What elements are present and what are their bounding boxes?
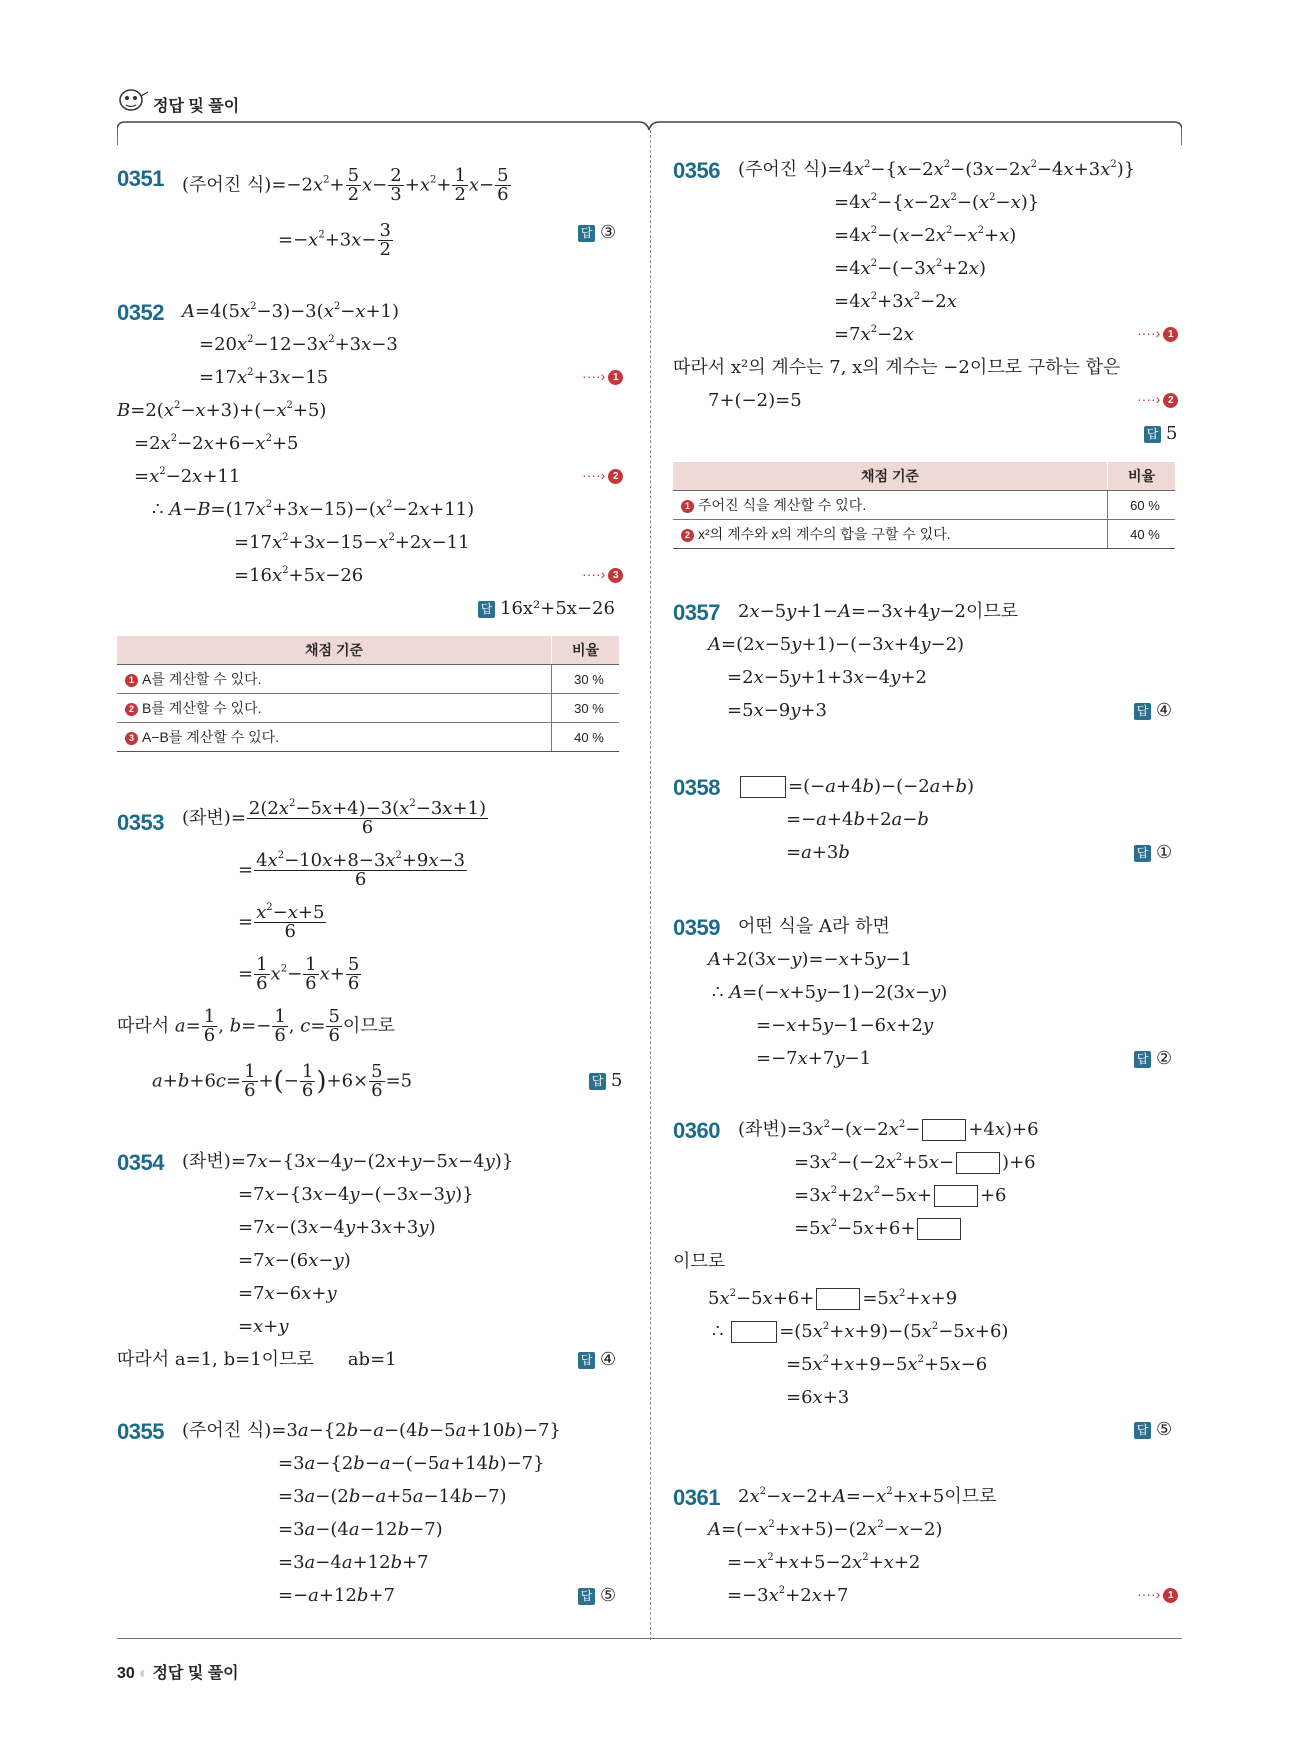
answer-mark-icon: 답	[1144, 426, 1161, 443]
solution-line: $=2x^2-2x+6-x^2+5$	[134, 433, 299, 454]
solution-line: =(−a+4b)−(−2a+b)	[738, 776, 974, 798]
solution-line: $=4x^2+3x^2-2x$	[834, 291, 957, 312]
answer-mark-icon: 답	[1134, 703, 1151, 720]
answer-line	[478, 598, 615, 620]
solution-line: $A=4(5x^2-3)-3(x^2-x+1)$	[182, 301, 400, 322]
problem-number: 0353	[117, 810, 164, 835]
solution-line: $=-x^2+3x-$ $\frac{3}{2}$	[278, 220, 391, 260]
solution-line: = $\frac{1}{6}$ $x^2-$ $\frac{1}{6}$ x+ $\frac{5}{6}$	[238, 954, 360, 994]
criteria-ratio: 30 %	[552, 665, 620, 694]
blank-box	[816, 1288, 860, 1310]
solution-line: =−a+4b+2a−b	[786, 809, 929, 830]
problem-number: 0357	[673, 600, 720, 625]
answer-value: 16x²+5x−26	[500, 598, 615, 619]
book-icon: ◐	[138, 1665, 149, 1682]
answer-mark-icon: 답	[1134, 1051, 1151, 1068]
solution-line: (좌변)= $\frac{2(2x^2-5x+4)-3(x^2-3x+1)}{6}$	[182, 798, 486, 838]
solution-line: (주어진 식)$=-2x^2+$ $\frac{5}{2}$ x− $\frac{2}{3}$ $+x^2+$ $\frac{1}{2}$ x− $\frac{5}{6}$	[182, 165, 509, 205]
problem-number: 0351	[117, 166, 164, 191]
answer-value: ①	[1156, 842, 1173, 863]
step-marker: ····› 1	[1137, 1586, 1178, 1603]
solution-line: $=3x^2-(-2x^2+5x- )+6$	[794, 1152, 1036, 1173]
solution-line: ∴ A=(−x+5y−1)−2(3x−y)	[712, 982, 948, 1003]
ratio-header: 비율	[1108, 462, 1176, 491]
grading-criteria-table	[117, 636, 619, 752]
solution-line: $=17x^2+3x-15-x^2+2x-11$	[234, 532, 470, 553]
solution-line: $=16x^2+5x-26$	[234, 565, 364, 586]
solution-line: $=3x^2+2x^2-5x+ +6$	[794, 1185, 1007, 1206]
solution-line: = $\frac{4x^2-10x+8-3x^2+9x-3}{6}$	[238, 850, 466, 890]
solution-line: (좌변)$=3x^2-(x-2x^2- +4x)+6$	[738, 1119, 1039, 1140]
solution-line: (좌변)=7x−{3x−4y−(2x+y−5x−4y)}	[182, 1151, 514, 1172]
answer-value: ③	[600, 222, 617, 243]
criteria-ratio: 30 %	[552, 694, 620, 723]
criteria-row: 1 A를 계산할 수 있다.	[117, 665, 552, 694]
answer-line	[1134, 842, 1172, 864]
solution-line: $A=(-x^2+x+5)-(2x^2-x-2)$	[708, 1519, 943, 1540]
solution-line: =6x+3	[786, 1387, 850, 1408]
answer-line	[578, 1585, 616, 1607]
solution-line: 이므로	[673, 1251, 726, 1272]
criteria-ratio: 60 %	[1108, 491, 1176, 520]
step-marker: ····› 1	[582, 368, 623, 385]
answer-line	[1134, 1048, 1172, 1070]
page-number: 30	[117, 1665, 135, 1682]
solution-line: = $\frac{x^2-x+5}{6}$	[238, 902, 325, 942]
solution-line: =a+3b	[786, 842, 850, 863]
mascot-icon	[117, 86, 149, 114]
solution-line: =3a−(2b−a+5a−14b−7)	[278, 1486, 507, 1507]
step-marker: ····› 2	[582, 467, 623, 484]
criteria-row: 3 A−B를 계산할 수 있다.	[117, 723, 552, 752]
answer-mark-icon: 답	[1134, 845, 1151, 862]
solution-line: $2x^2-x-2+A=-x^2+x+5$이므로	[738, 1486, 997, 1507]
problem-number: 0355	[117, 1419, 164, 1444]
criteria-ratio: 40 %	[1108, 520, 1176, 549]
solution-line: $5x^2-5x+6+ =5x^2+x+9$	[708, 1288, 958, 1309]
answer-line	[1134, 1419, 1172, 1441]
problem-number: 0361	[673, 1485, 720, 1510]
solution-line: =−7x+7y−1	[756, 1048, 872, 1069]
solution-line: =7x−(6x−y)	[238, 1250, 351, 1271]
answer-value: ⑤	[1156, 1419, 1173, 1440]
blank-box	[934, 1185, 978, 1207]
criteria-ratio: 40 %	[552, 723, 620, 752]
solution-line: 따라서 a=1, b=1이므로 ab=1	[117, 1349, 397, 1370]
blank-box	[922, 1119, 966, 1141]
solution-line: =2x−5y+1+3x−4y+2	[727, 667, 927, 688]
solution-line: $=20x^2-12-3x^2+3x-3$	[199, 334, 398, 355]
step-marker: ····› 2	[1137, 391, 1178, 408]
footer-title: 정답 및 풀이	[152, 1665, 239, 1682]
solution-line: $=5x^2+x+9-5x^2+5x-6$	[786, 1354, 988, 1375]
blank-box	[956, 1152, 1000, 1174]
ratio-header: 비율	[552, 636, 620, 665]
answer-mark-icon: 답	[1134, 1422, 1151, 1439]
answer-mark-icon: 답	[578, 1588, 595, 1605]
criteria-header: 채점 기준	[673, 462, 1108, 491]
solution-line: (주어진 식)$=4x^2-\{x-2x^2-(3x-2x^2-4x+3x^2)\}$	[738, 159, 1136, 180]
solution-line: $=5x^2-5x+6+$	[794, 1218, 963, 1240]
criteria-row: 1 주어진 식을 계산할 수 있다.	[673, 491, 1108, 520]
solution-line: 따라서 a= $\frac{1}{6}$ , b=− $\frac{1}{6}$ , c= $\frac{5}{6}$ 이므로	[117, 1006, 396, 1046]
step-marker: ····› 1	[1137, 325, 1178, 342]
criteria-row: 2 B를 계산할 수 있다.	[117, 694, 552, 723]
answer-line	[1134, 700, 1172, 722]
problem-number: 0352	[117, 300, 164, 325]
blank-box	[731, 1321, 777, 1343]
blank-box	[740, 776, 786, 798]
problem-number: 0356	[673, 158, 720, 183]
solution-line: =3a−{2b−a−(−5a+14b)−7}	[278, 1453, 545, 1474]
solution-line: 2x−5y+1−A=−3x+4y−2이므로	[738, 601, 1019, 622]
solution-line: $=-x^2+x+5-2x^2+x+2$	[727, 1552, 921, 1573]
solution-line: $=-3x^2+2x+7$	[727, 1585, 849, 1606]
grading-criteria-table	[673, 462, 1175, 549]
answer-value: ②	[1156, 1048, 1173, 1069]
column-divider	[650, 130, 651, 1640]
step-marker: ····› 3	[582, 566, 623, 583]
answer-value: ④	[1156, 700, 1173, 721]
answer-value: 5	[1166, 423, 1178, 444]
answer-mark-icon: 답	[578, 1352, 595, 1369]
answer-mark-icon: 답	[578, 225, 595, 242]
solution-line: =−x+5y−1−6x+2y	[756, 1015, 933, 1036]
solution-line: 7+(−2)=5	[708, 390, 802, 411]
solution-line: $=4x^2-(-3x^2+2x)$	[834, 258, 986, 279]
solution-line: =7x−(3x−4y+3x+3y)	[238, 1217, 436, 1238]
solution-line: =−a+12b+7	[278, 1585, 395, 1606]
footer	[117, 1660, 239, 1683]
solution-line: A=(2x−5y+1)−(−3x+4y−2)	[708, 634, 965, 655]
answer-value: ⑤	[600, 1585, 617, 1606]
answer-mark-icon: 답	[589, 1073, 606, 1090]
answer-line	[1144, 423, 1177, 445]
problem-number: 0359	[673, 915, 720, 940]
answer-value: 5	[611, 1070, 623, 1091]
answer-line	[578, 222, 616, 244]
solution-line: =x+y	[238, 1316, 289, 1337]
blank-box	[917, 1218, 961, 1240]
answer-line	[578, 1349, 616, 1371]
solution-line: $=x^2-2x+11$	[134, 466, 241, 487]
solution-line: a+b+6c= $\frac{1}{6}$ +(− $\frac{1}{6}$ )+6× $\frac{5}{6}$ =5	[152, 1061, 413, 1101]
answer-value: ④	[600, 1349, 617, 1370]
answer-line	[589, 1070, 622, 1092]
solution-line: $B=2(x^2-x+3)+(-x^2+5)$	[117, 400, 327, 421]
solution-line: $=7x^2-2x$	[834, 324, 914, 345]
solution-line: =7x−6x+y	[238, 1283, 337, 1304]
solution-line: ∴ $=(5x^2+x+9)-(5x^2-5x+6)$	[712, 1321, 1009, 1342]
solution-line: ∴ $A-B=(17x^2+3x-15)-(x^2-2x+11)$	[152, 499, 475, 520]
problem-number: 0358	[673, 775, 720, 800]
solution-line: A+2(3x−y)=−x+5y−1	[708, 949, 913, 970]
solution-line: 어떤 식을 A라 하면	[738, 916, 890, 937]
solution-line: =7x−{3x−4y−(−3x−3y)}	[238, 1184, 474, 1205]
solution-line: (주어진 식)=3a−{2b−a−(4b−5a+10b)−7}	[182, 1420, 561, 1441]
answer-mark-icon: 답	[478, 601, 495, 618]
solution-line: $=4x^2-(x-2x^2-x^2+x)$	[834, 225, 1017, 246]
solution-line: $=17x^2+3x-15$	[199, 367, 329, 388]
solution-line: =3a−4a+12b+7	[278, 1552, 429, 1573]
solution-line: $=4x^2-\{x-2x^2-(x^2-x)\}$	[834, 192, 1040, 213]
solution-line: 따라서 x²의 계수는 7, x의 계수는 −2이므로 구하는 합은	[673, 357, 1121, 378]
problem-number: 0354	[117, 1150, 164, 1175]
criteria-row: 2 x²의 계수와 x의 계수의 합을 구할 수 있다.	[673, 520, 1108, 549]
criteria-header: 채점 기준	[117, 636, 552, 665]
solution-line: =5x−9y+3	[727, 700, 827, 721]
header-title: 정답 및 풀이	[153, 98, 240, 115]
problem-number: 0360	[673, 1118, 720, 1143]
solution-line: =3a−(4a−12b−7)	[278, 1519, 443, 1540]
bottom-rule	[117, 1638, 1182, 1639]
